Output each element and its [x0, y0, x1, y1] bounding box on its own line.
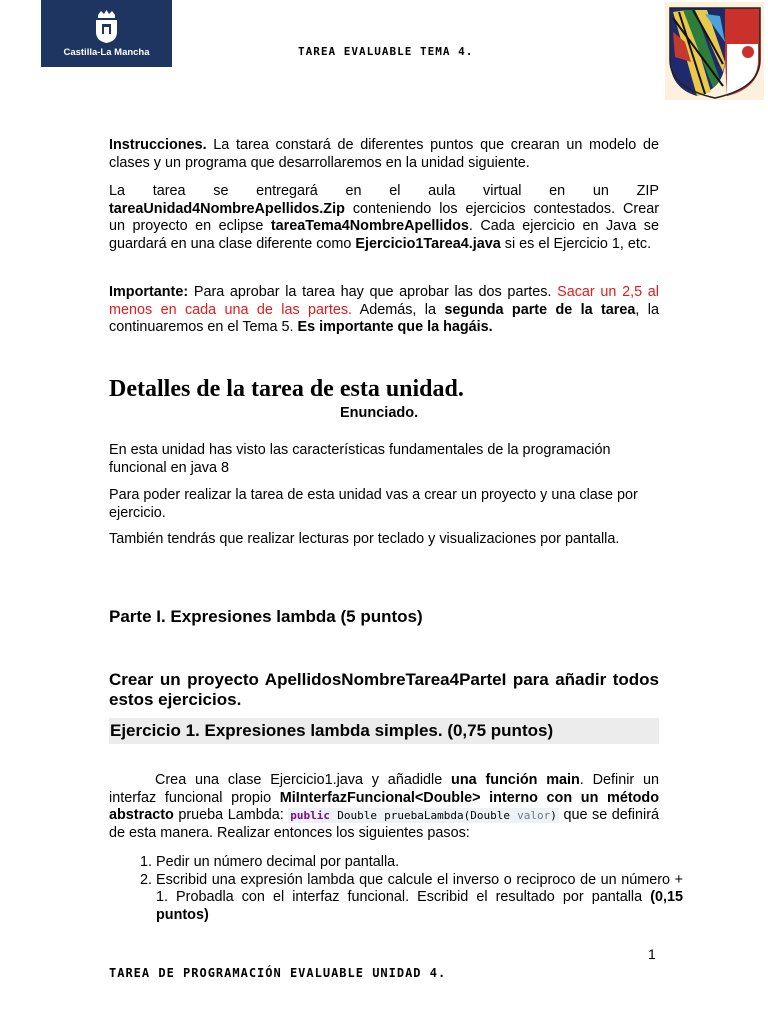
delivery-paragraph: La tarea se entregará en el aula virtual en un ZIP tareaUnidad4NombreApellidos.Zip conteniendo los ejercicios contestados. Crear un proyecto en eclipse tareaTema4NombreApellidos. Cada ejercicio en Java se guardará en una clase diferente como Ejercicio1Tarea4.java si es el Ejercicio 1, etc. — [109, 183, 660, 252]
crest-emblem — [665, 2, 764, 100]
exercise1-heading: Ejercicio 1. Expresiones lambda simples. (0,75 puntos) — [110, 721, 554, 740]
details-paragraph-2: Para poder realizar la tarea de esta unidad vas a crear un proyecto y una clase por ejercicio. — [109, 487, 638, 521]
crown-shield-icon — [93, 9, 120, 44]
details-title: Detalles de la tarea de esta unidad. — [109, 376, 464, 402]
details-paragraph-3: También tendrás que realizar lecturas por teclado y visualizaciones por pantalla. — [109, 531, 620, 547]
details-paragraph-1: En esta unidad has visto las características fundamentales de la programación funcional en java 8 — [109, 442, 611, 476]
header-title: TAREA EVALUABLE TEMA 4. — [298, 45, 474, 58]
create-project-instruction: Crear un proyecto ApellidosNombreTarea4ParteI para añadir todos estos ejercicios. — [109, 670, 659, 709]
step-item: 1. Pedir un número decimal por pantalla. — [156, 854, 683, 872]
logo-text: Castilla-La Mancha — [63, 47, 150, 58]
page-number: 1 — [648, 946, 656, 962]
step-item: 2. Escribid una expresión lambda que calcule el inverso o reciproco de un número + 1. Probadla con el interfaz funcional. Escribid el resultado por pantalla (0,15 puntos) — [156, 872, 683, 925]
code-snippet: public Double pruebaLambda(Double valor) — [290, 809, 557, 822]
important-paragraph: Importante: Para aprobar la tarea hay que aprobar las dos partes. Sacar un 2,5 al menos en cada una de las partes. Además, la segunda parte de la tarea, la continuaremos en el Tema 5. Es importante que la hagáis. — [109, 284, 659, 335]
enunciado-subtitle: Enunciado. — [340, 405, 419, 421]
instructions-paragraph: Instrucciones. La tarea constará de diferentes puntos que crearan un modelo de clases y un programa que desarrollaremos en la unidad siguiente. — [109, 137, 659, 171]
footer-text: TAREA DE PROGRAMACIÓN EVALUABLE UNIDAD 4. — [109, 966, 447, 980]
exercise1-description: Crea una clase Ejercicio1.java y añadidle una función main. Definir un interfaz funcional propio MiInterfazFuncional<Double> interno con un método abstracto prueba Lambda: public Double pruebaLambda(Double valor) que se definirá de esta manera. Realizar entonces los siguientes pasos: — [109, 772, 660, 841]
exercise1-steps — [132, 854, 683, 924]
castilla-la-mancha-logo — [41, 0, 172, 67]
part1-heading: Parte I. Expresiones lambda (5 puntos) — [109, 607, 423, 626]
